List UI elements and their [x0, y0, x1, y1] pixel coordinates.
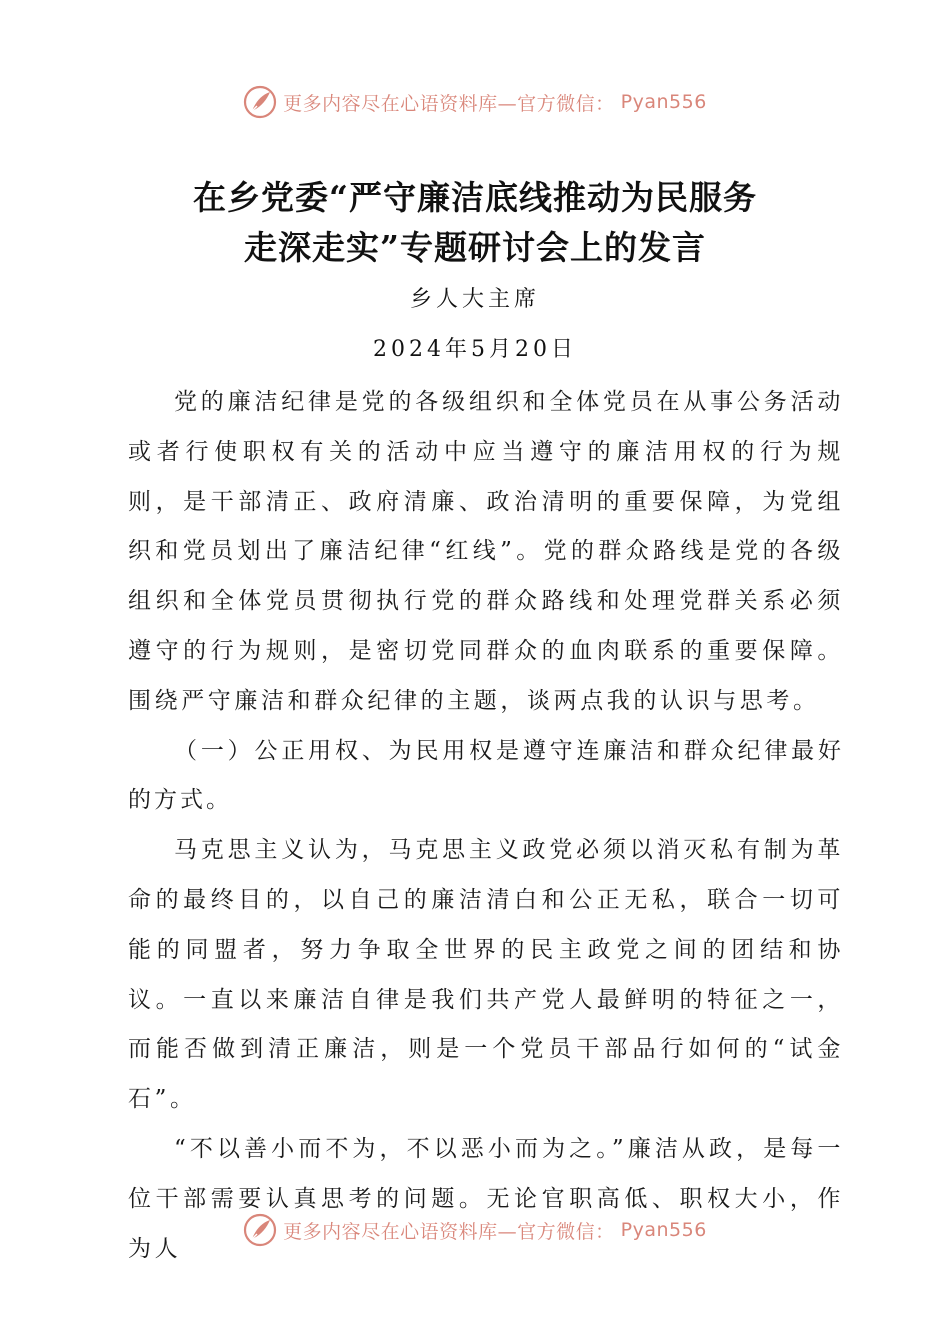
watermark-text: 更多内容尽在心语资料库—官方微信：: [283, 92, 615, 115]
header-watermark: [0, 82, 950, 122]
author: 乡人大主席: [409, 287, 540, 312]
watermark-text: 更多内容尽在心语资料库—官方微信：: [283, 1220, 615, 1243]
quill-logo-icon: [243, 1213, 277, 1247]
quill-logo-icon: [243, 85, 277, 119]
watermark-handle: Pyan556: [620, 91, 707, 113]
footer-watermark: [0, 1210, 950, 1250]
paragraph-2: 马克思主义认为，马克思主义政党必须以消灭私有制为革命的最终目的，以自己的廉洁清白和公正无私，联合一切可能的同盟者，努力争取全世界的民主政党之间的团结和协议。一直以来廉洁自律是我们共产党人最鲜明的特征之一，而能否做到清正廉洁，则是一个党员干部品行如何的“试金石”。: [128, 837, 844, 1113]
date: 2024年5月20日: [373, 337, 577, 362]
paragraph-1: 党的廉洁纪律是党的各级组织和全体党员在从事公务活动或者行使职权有关的活动中应当遵守的廉洁用权的行为规则，是干部清正、政府清廉、政治清明的重要保障，为党组织和党员划出了廉洁纪律“红线”。党的群众路线是党的各级组织和全体党员贯彻执行党的群众路线和处理党群关系必须遵守的行为规则，是密切党同群众的血肉联系的重要保障。围绕严守廉洁和群众纪律的主题，谈两点我的认识与思考。: [128, 389, 844, 714]
title-line-2: 走深走实”专题研讨会上的发言: [244, 228, 706, 267]
paragraph-3: “不以善小而不为，不以恶小而为之。”廉洁从政，是每一位干部需要认真思考的问题。无论官职高低、职权大小，作为人: [128, 1135, 844, 1262]
watermark-handle: Pyan556: [620, 1219, 707, 1241]
title-line-1: 在乡党委“严守廉洁底线推动为民服务: [193, 178, 757, 217]
section-heading-1: （一）公正用权、为民用权是遵守连廉洁和群众纪律最好的方式。: [128, 737, 844, 814]
document-body: [128, 378, 844, 1274]
